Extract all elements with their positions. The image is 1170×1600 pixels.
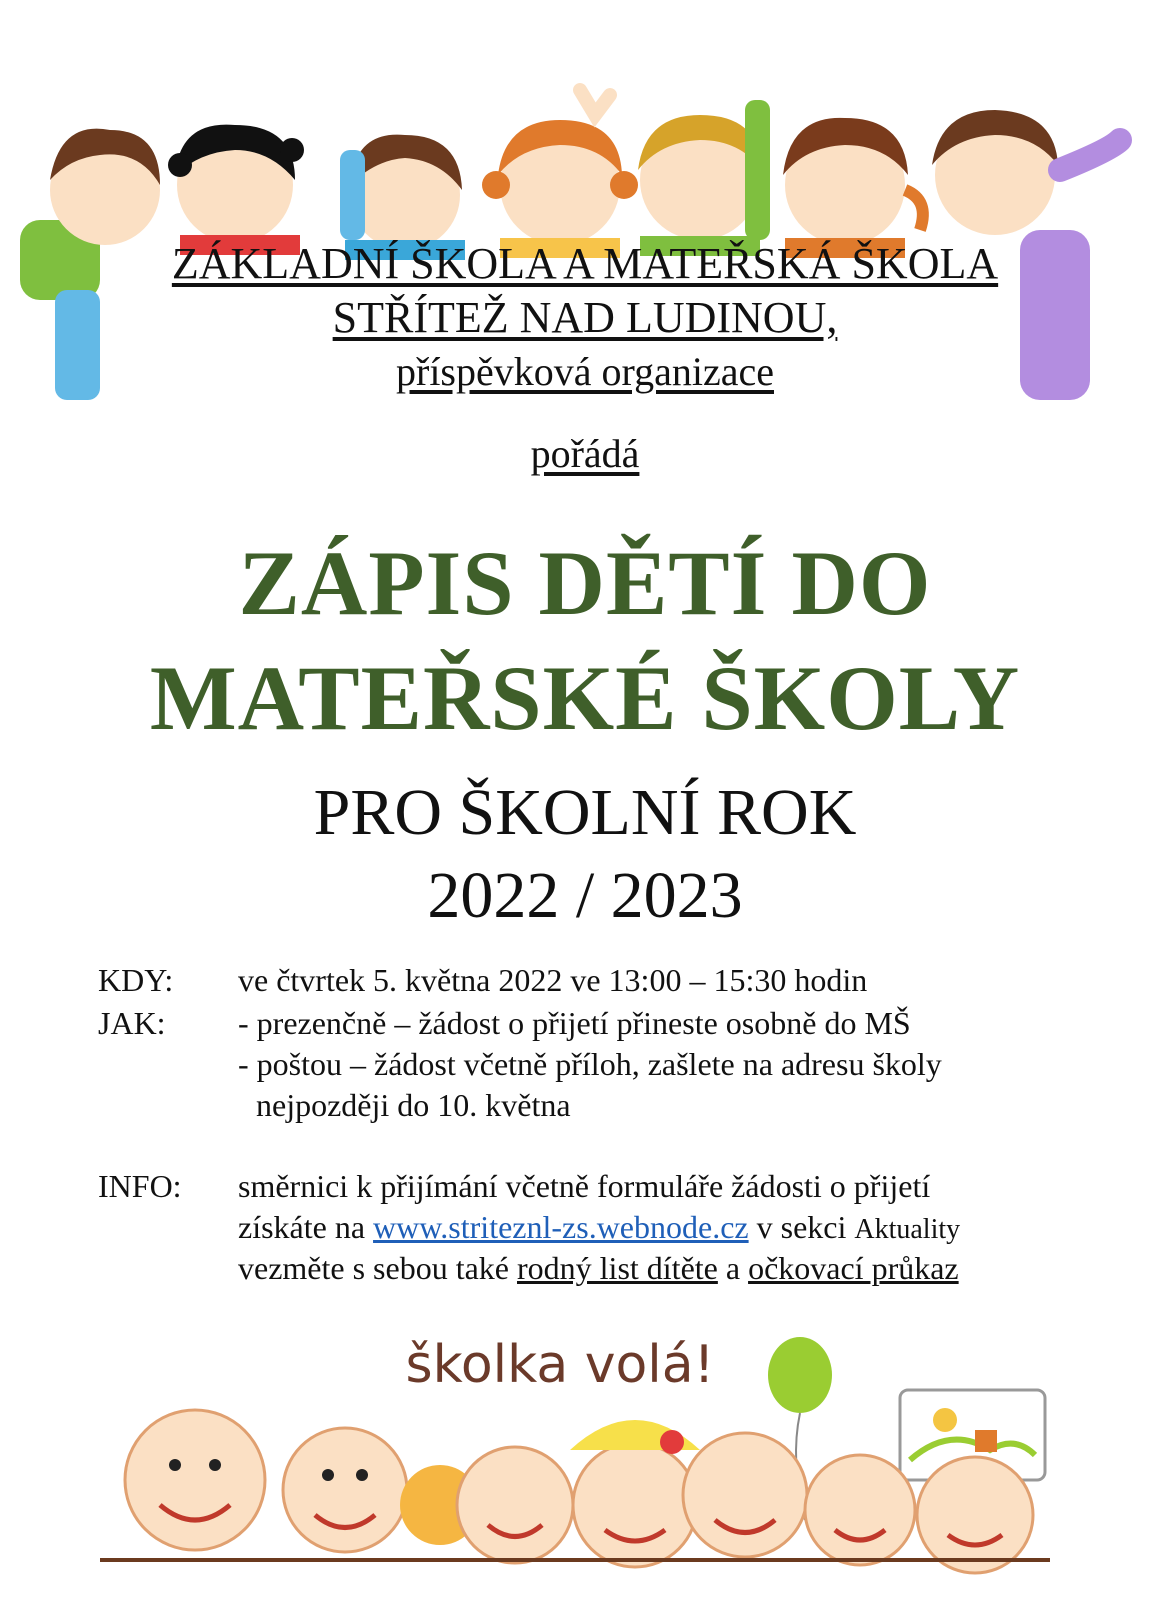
info-label: INFO: (98, 1168, 182, 1204)
banner-text: školka volá! (405, 1335, 715, 1395)
child-4-figure (482, 90, 638, 258)
info-line3 (238, 1250, 959, 1287)
info-line2-prefix: získáte na (238, 1209, 366, 1245)
info-line2-section: Aktuality (854, 1214, 961, 1245)
when-text: ve čtvrtek 5. května 2022 ve 13:00 – 15:30 hodin (238, 962, 868, 998)
info-line1: směrnici k přijímání včetně formuláře žádosti o přijetí (238, 1168, 931, 1204)
organizes-label: pořádá (530, 431, 640, 476)
info-line3-and: a (725, 1250, 741, 1286)
how-line2: - poštou – žádost včetně příloh, zašlete na adresu školy (238, 1046, 942, 1082)
headline-line1: ZÁPIS DĚTÍ DO (238, 532, 932, 634)
how-line1: - prezenčně – žádost o přijetí přineste osobně do MŠ (238, 1005, 911, 1041)
school-name-line2: STŘÍTEŽ NAD LUDINOU, (332, 293, 838, 342)
info-line3-prefix: vezměte s sebou také (238, 1250, 509, 1286)
when-label: KDY: (98, 962, 174, 998)
vaccination-card-text: očkovací průkaz (748, 1250, 959, 1286)
child-5-figure (638, 100, 770, 256)
school-type-line: příspěvková organizace (396, 349, 774, 394)
school-year-label: PRO ŠKOLNÍ ROK (313, 776, 857, 849)
headline-line2: MATEŘSKÉ ŠKOLY (149, 647, 1021, 749)
balloon-icon (768, 1337, 832, 1413)
school-name-line1: ZÁKLADNÍ ŠKOLA A MATEŘSKÁ ŠKOLA (171, 239, 999, 288)
child-2-figure (168, 125, 304, 255)
bottom-children-faces (125, 1410, 1033, 1573)
how-line3: nejpozději do 10. května (256, 1087, 571, 1123)
school-website-link[interactable]: www.striteznl-zs.webnode.cz (373, 1209, 749, 1245)
how-label: JAK: (98, 1005, 166, 1041)
info-line2 (238, 1209, 960, 1246)
school-year-value: 2022 / 2023 (427, 859, 743, 932)
info-line2-section-prefix: v sekci (756, 1209, 847, 1245)
birth-certificate-text: rodný list dítěte (517, 1250, 718, 1286)
child-6-figure (783, 118, 923, 258)
children-illustration-bottom (0, 1330, 1170, 1600)
